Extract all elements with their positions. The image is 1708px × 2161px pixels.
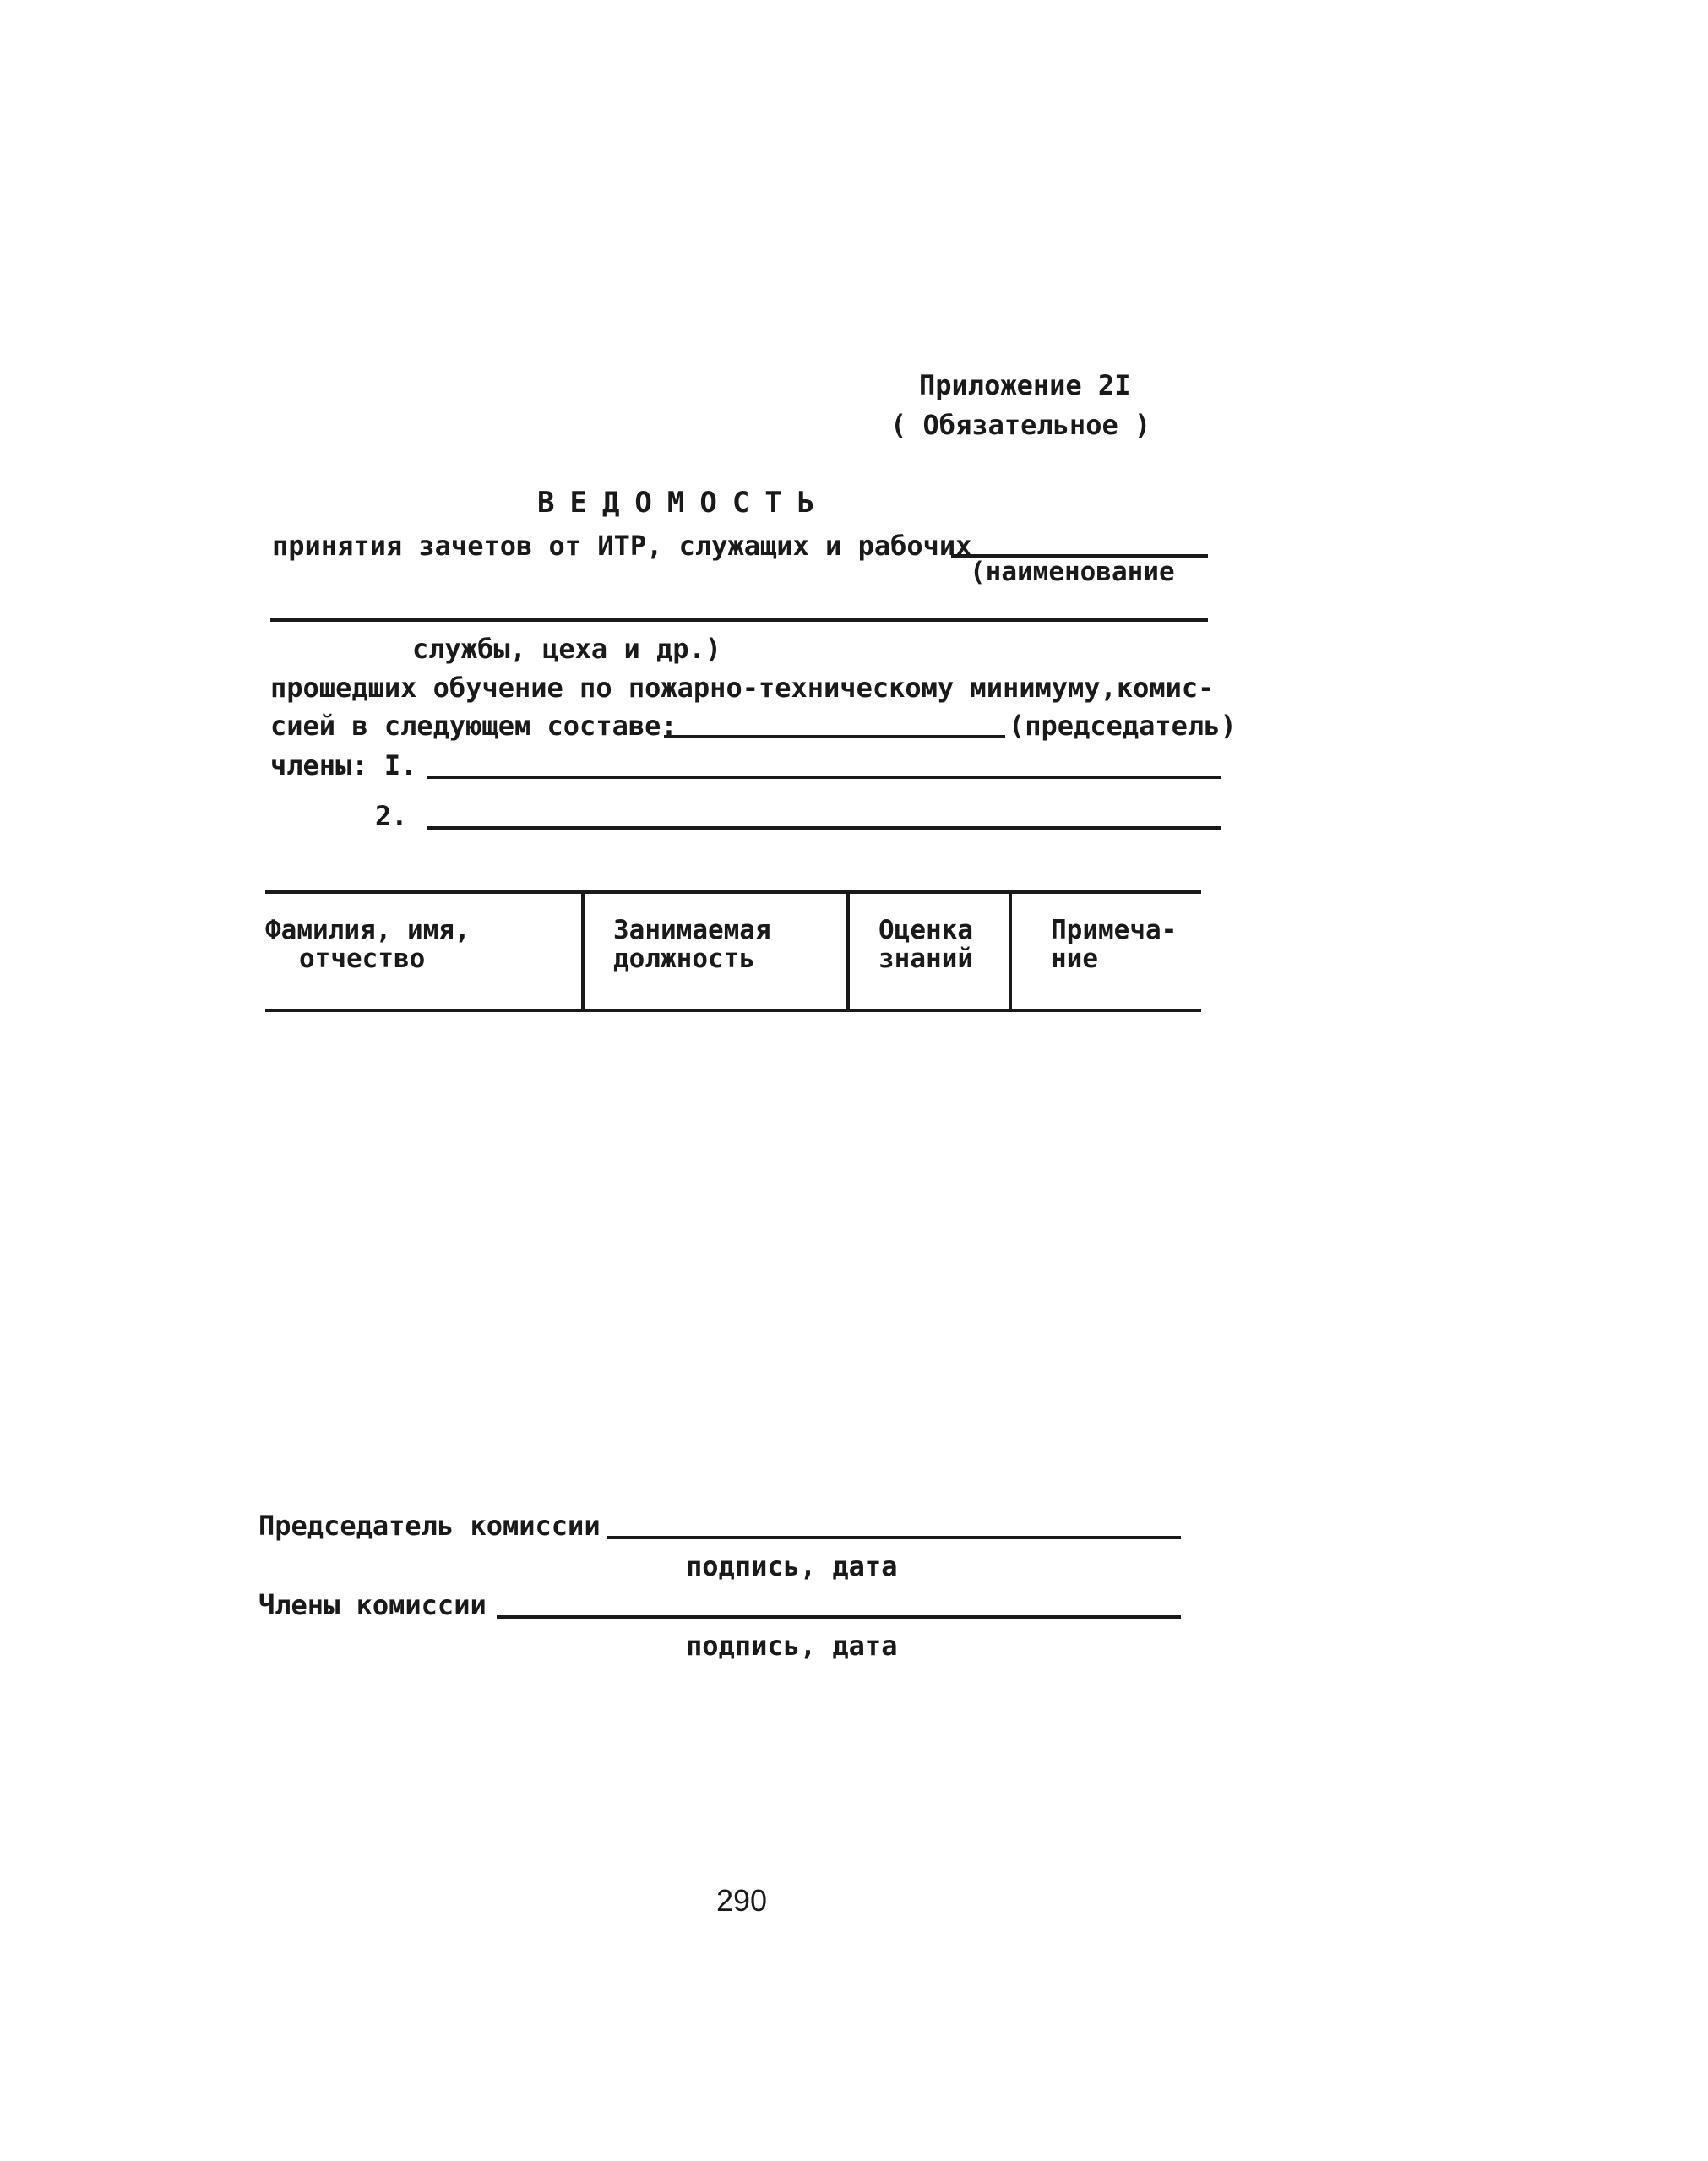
member-2-label: 2. [375,800,408,832]
member-1-fill-line [427,776,1221,779]
column-header-line: знаний [878,944,973,974]
appendix-number: Приложение 2I [919,369,1131,401]
column-header-line: Фамилия, имя, [265,915,471,945]
column-header-note [1051,916,1199,973]
chairman-signature-label: Председатель комиссии [258,1510,601,1542]
chairman-signature-line [607,1536,1181,1539]
chairman-signature-caption: подпись, дата [686,1550,898,1582]
column-header-line: Примеча- [1051,915,1178,945]
member-2-fill-line [427,826,1221,830]
table-top-border [265,890,1201,894]
document-title: ВЕДОМОСТЬ [537,486,830,520]
intro-line-2: службы, цеха и др.) [412,633,722,665]
column-header-line: отчество [299,944,426,974]
members-signature-caption: подпись, дата [686,1630,898,1662]
members-label: члены: I. [270,749,417,781]
column-header-name [265,916,578,973]
chairman-fill-line [664,735,1005,738]
members-signature-label: Члены комиссии [258,1589,487,1621]
table-bottom-border [265,1009,1201,1012]
intro-line-3: прошедших обучение по пожарно-техническому минимуму,комис- [270,672,1215,704]
appendix-status: ( Обязательное ) [890,409,1151,441]
name-fill-line-2 [270,618,1208,622]
table-column-divider [581,890,585,1012]
column-header-line: ние [1051,944,1098,974]
intro-line-4: сией в следующем составе: [270,710,677,742]
column-header-line: Оценка [878,915,973,945]
column-header-position [613,916,843,973]
intro-line-1: принятия зачетов от ИТР, служащих и рабочих [272,530,972,562]
table-column-divider [1009,890,1012,1012]
page-number: 290 [716,1883,768,1918]
column-header-grade [878,916,1005,973]
name-caption: (наименование [970,557,1175,587]
column-header-line: Занимаемая [613,915,771,945]
members-signature-line [497,1615,1181,1619]
chairman-caption: (председатель) [1009,710,1237,742]
table-column-divider [846,890,850,1012]
column-header-line: должность [613,944,755,974]
